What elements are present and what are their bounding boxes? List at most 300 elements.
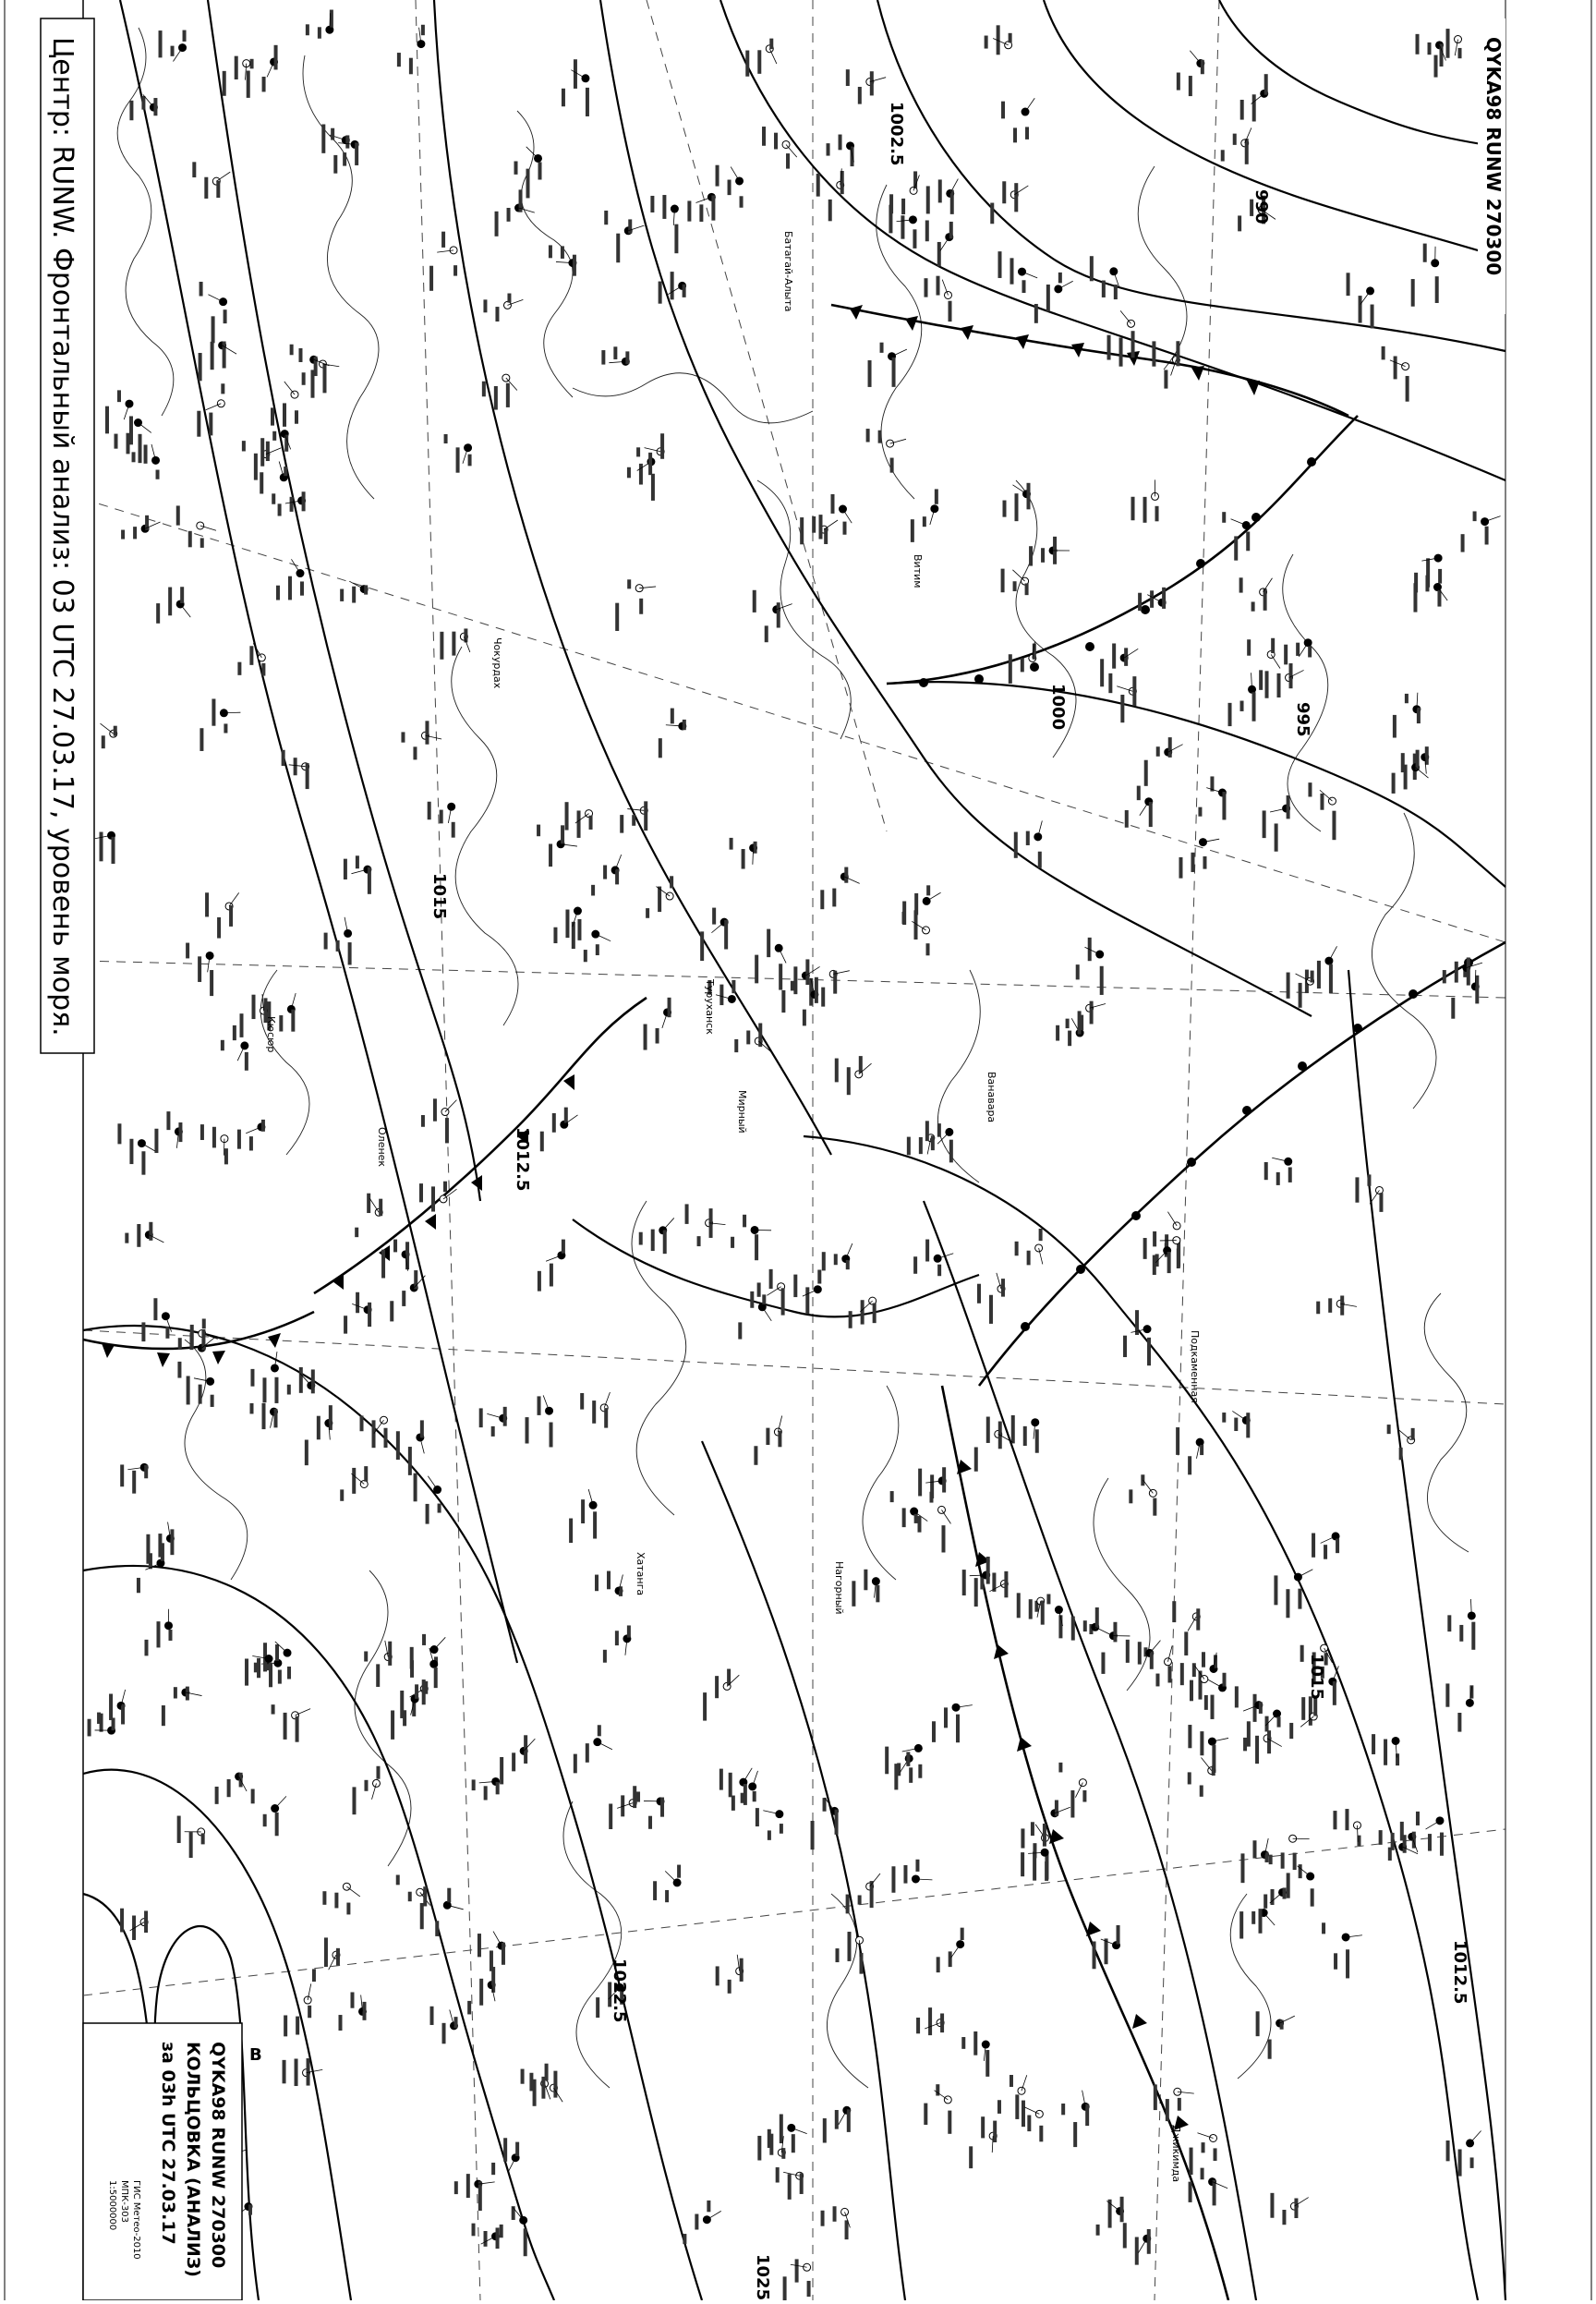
station-figure	[757, 1282, 761, 1296]
station-figure	[1131, 331, 1135, 358]
station-figure	[137, 1224, 140, 1247]
station-figure	[924, 2104, 927, 2125]
station-figure	[740, 1958, 744, 1982]
station-figure	[415, 1684, 418, 1699]
station-figure	[835, 1810, 839, 1835]
station-figure	[1004, 1571, 1008, 1597]
station-figure	[507, 208, 511, 222]
station-figure	[1458, 48, 1462, 58]
station-figure	[200, 728, 203, 751]
station-figure	[1162, 588, 1166, 609]
station-figure	[668, 998, 671, 1017]
isobar-label: 1012.5	[1450, 1940, 1469, 2004]
station-figure	[613, 346, 617, 359]
station-figure	[1247, 1721, 1251, 1746]
station-figure	[1311, 971, 1314, 983]
station-figure	[352, 587, 356, 603]
station-figure	[549, 843, 552, 867]
station-figure	[639, 1232, 643, 1245]
station-figure	[396, 1431, 400, 1460]
station-figure	[452, 632, 455, 656]
station-figure	[973, 2031, 977, 2055]
station-figure	[1058, 1763, 1062, 1773]
station-figure	[447, 1888, 451, 1903]
station-figure	[1129, 1489, 1132, 1503]
station-figure	[312, 1969, 316, 1982]
station-figure	[1296, 643, 1300, 656]
station-figure	[212, 1127, 216, 1148]
station-figure	[271, 407, 274, 425]
station-figure	[1282, 2210, 1286, 2225]
station-figure	[1011, 1415, 1015, 1443]
station-figure	[823, 1798, 827, 1812]
title-box	[41, 18, 94, 1053]
station-figure	[937, 242, 941, 266]
station-figure	[177, 1362, 181, 1378]
station-figure	[396, 1875, 400, 1886]
station-figure	[925, 1121, 929, 1141]
station-figure	[445, 1118, 449, 1143]
station-figure	[393, 1240, 397, 1253]
station-figure	[221, 1040, 224, 1050]
station-figure	[928, 2007, 932, 2035]
station-figure	[263, 1814, 267, 1826]
station-figure	[993, 2121, 997, 2142]
station-figure	[364, 1466, 368, 1482]
station-figure	[766, 1428, 769, 1445]
station-figure	[604, 1408, 608, 1427]
station-figure	[402, 1291, 405, 1306]
station-figure	[1221, 150, 1225, 161]
station-figure	[574, 59, 577, 89]
station-figure	[1021, 1852, 1024, 1876]
station-figure	[440, 810, 443, 824]
station-figure	[121, 530, 125, 540]
station-figure	[284, 2015, 287, 2036]
station-figure	[364, 585, 368, 594]
station-figure	[1264, 1162, 1268, 1180]
station-figure	[658, 887, 661, 913]
station-name: Чокурдах	[491, 637, 503, 689]
station-figure	[821, 2211, 825, 2226]
station-figure	[212, 316, 215, 343]
station-figure	[1289, 1723, 1293, 1739]
station-figure	[1345, 1809, 1348, 1830]
station-figure	[139, 434, 142, 463]
station-figure	[283, 2060, 286, 2083]
station-figure	[1009, 654, 1012, 684]
station-figure	[1263, 810, 1266, 838]
station-figure	[1153, 1498, 1156, 1516]
station-figure	[166, 1111, 170, 1130]
station-figure	[211, 1395, 214, 1407]
station-figure	[998, 2100, 1001, 2114]
station-figure	[202, 1318, 206, 1328]
station-figure	[1446, 2140, 1450, 2161]
station-figure	[88, 1719, 91, 1737]
station-figure	[616, 234, 620, 263]
station-figure	[743, 1215, 746, 1228]
station-figure	[1212, 1765, 1215, 1776]
station-figure	[783, 2276, 787, 2300]
station-figure	[1143, 1238, 1147, 1259]
station-figure	[1001, 569, 1005, 593]
station-figure	[1177, 73, 1180, 91]
station-figure	[1287, 1873, 1290, 1898]
station-figure	[177, 1816, 181, 1843]
station-figure	[1003, 501, 1007, 517]
station-figure	[401, 732, 405, 742]
station-figure	[769, 2134, 773, 2155]
station-figure	[914, 1514, 918, 1523]
station-figure	[707, 2201, 710, 2212]
station-figure	[1022, 2101, 1025, 2128]
station-figure	[1029, 1599, 1033, 1619]
station-figure	[176, 505, 180, 525]
station-figure	[343, 152, 346, 166]
station-figure	[521, 2069, 525, 2084]
station-figure	[572, 922, 575, 949]
station-figure	[969, 2146, 973, 2168]
station-figure	[1235, 1686, 1239, 1707]
station-figure	[628, 219, 632, 233]
station-figure	[1251, 601, 1255, 611]
station-figure	[162, 1705, 165, 1726]
station-figure	[824, 528, 828, 544]
station-figure	[1041, 548, 1045, 563]
station-figure	[467, 2001, 471, 2015]
station-figure	[250, 1369, 254, 1387]
station-figure	[889, 194, 893, 213]
station-figure	[245, 1052, 248, 1071]
station-figure	[344, 1316, 347, 1333]
station-figure	[757, 50, 761, 74]
station-figure	[165, 1327, 169, 1339]
station-figure	[755, 1234, 758, 1260]
station-figure	[1143, 497, 1147, 523]
station-figure	[1399, 1448, 1403, 1460]
station-figure	[700, 931, 704, 961]
station-figure	[1010, 258, 1013, 284]
station-figure	[962, 1570, 966, 1595]
station-figure	[738, 1322, 742, 1339]
station-figure	[648, 453, 652, 475]
station-figure	[1437, 590, 1441, 607]
station-figure	[1287, 795, 1290, 819]
corner-code	[1478, 18, 1505, 314]
legend-line-3: за 03h UTC 27.03.17	[158, 2042, 178, 2245]
station-figure	[1035, 1429, 1039, 1452]
station-figure	[1372, 1734, 1375, 1754]
station-figure	[1214, 2148, 1217, 2161]
station-figure	[1459, 1625, 1463, 1642]
station-figure	[923, 516, 926, 527]
station-figure	[336, 940, 340, 952]
station-figure	[1150, 590, 1154, 608]
station-figure	[1066, 1019, 1070, 1028]
station-figure	[189, 1333, 193, 1350]
station-figure	[1270, 2193, 1274, 2218]
station-figure	[247, 71, 250, 98]
station-figure	[1147, 1338, 1151, 1365]
station-figure	[317, 1416, 320, 1440]
station-figure	[200, 282, 203, 297]
station-figure	[753, 590, 756, 612]
station-figure	[503, 1407, 507, 1426]
station-figure	[1093, 1941, 1096, 1969]
station-figure	[502, 1943, 505, 1965]
station-figure	[1259, 1909, 1263, 1934]
station-figure	[490, 1950, 493, 1971]
station-figure	[728, 180, 732, 196]
station-figure	[986, 1417, 990, 1443]
station-figure	[660, 433, 664, 459]
station-figure	[121, 1704, 125, 1725]
station-figure	[1259, 670, 1263, 690]
station-figure	[1388, 1848, 1392, 1861]
station-figure	[1113, 1622, 1117, 1643]
station-figure	[791, 981, 794, 991]
station-figure	[1198, 807, 1202, 817]
station-figure	[199, 353, 202, 381]
station-figure	[1283, 1887, 1287, 1898]
station-figure	[495, 212, 499, 236]
station-figure	[1058, 273, 1062, 283]
station-figure	[1213, 2180, 1216, 2206]
station-figure	[356, 1292, 359, 1313]
station-figure	[1015, 1242, 1019, 1255]
station-figure	[1288, 1167, 1292, 1182]
station-figure	[950, 190, 954, 214]
legend-box	[83, 2023, 242, 2300]
station-figure	[604, 211, 608, 224]
station-figure	[1458, 2149, 1462, 2176]
station-figure	[1435, 276, 1439, 303]
station-figure	[262, 77, 266, 91]
station-figure	[1222, 512, 1226, 523]
station-figure	[1200, 1445, 1203, 1455]
station-figure	[584, 950, 587, 962]
station-figure	[948, 301, 951, 321]
station-figure	[422, 1679, 426, 1704]
station-figure	[1017, 1593, 1021, 1618]
station-name: Мирный	[736, 1090, 748, 1134]
station-figure	[1457, 1713, 1461, 1732]
station-figure	[716, 1966, 719, 1985]
station-figure	[892, 358, 896, 387]
station-figure	[278, 503, 282, 515]
station-figure	[132, 1471, 136, 1494]
station-figure	[1269, 1855, 1273, 1864]
station-figure	[864, 1570, 867, 1590]
map-title: Центр: RUNW. Фронтальный анализ: 03 UTC 27.03.17, уровень моря.	[46, 37, 79, 1037]
station-figure	[1033, 1851, 1036, 1880]
station-figure	[1286, 1589, 1289, 1618]
station-figure	[261, 1120, 265, 1132]
station-figure	[144, 1465, 148, 1478]
station-figure	[1002, 181, 1006, 203]
station-figure	[1311, 1888, 1314, 1906]
station-figure	[1246, 531, 1250, 551]
station-figure	[344, 859, 347, 879]
station-figure	[1082, 1790, 1086, 1802]
station-figure	[249, 1403, 253, 1414]
station-figure	[431, 1186, 435, 1211]
station-figure	[314, 357, 318, 376]
station-figure	[154, 1129, 158, 1153]
station-figure	[786, 153, 790, 169]
station-figure	[1416, 1812, 1420, 1825]
station-figure	[894, 1764, 898, 1789]
station-figure	[466, 2174, 470, 2198]
station-figure	[1090, 256, 1094, 281]
station-figure	[1252, 1840, 1256, 1858]
station-figure	[1201, 2168, 1204, 2180]
station-figure	[397, 53, 401, 67]
station-figure	[977, 1284, 981, 1304]
station-figure	[355, 142, 358, 165]
station-figure	[1096, 2225, 1100, 2236]
station-figure	[835, 1948, 839, 1962]
station-figure	[685, 1204, 689, 1223]
station-figure	[352, 1468, 356, 1494]
station-figure	[368, 867, 371, 894]
station-figure	[1168, 737, 1172, 758]
isobar-label: 1012.5	[513, 1127, 532, 1191]
station-figure	[703, 1692, 707, 1720]
station-figure	[632, 815, 635, 826]
station-figure	[924, 278, 927, 297]
station-figure	[1428, 1834, 1432, 1850]
station-figure	[1204, 1695, 1208, 1710]
station-figure	[805, 959, 809, 985]
station-figure	[322, 364, 326, 394]
station-figure	[200, 538, 204, 547]
station-figure	[1202, 1652, 1205, 1667]
station-figure	[454, 2017, 458, 2028]
station-figure	[1379, 1193, 1383, 1212]
station-figure	[1015, 2094, 1019, 2119]
station-figure	[1234, 1418, 1238, 1431]
station-figure	[333, 155, 337, 174]
isobar-label: 1022.5	[610, 1958, 629, 2022]
station-figure	[1300, 1645, 1304, 1662]
station-figure	[1138, 593, 1142, 611]
station-figure	[288, 576, 292, 600]
station-figure	[758, 1024, 762, 1048]
station-figure	[1046, 1595, 1050, 1605]
station-figure	[565, 910, 569, 939]
station-figure	[821, 988, 825, 1007]
station-figure	[932, 1721, 936, 1742]
station-figure	[129, 101, 133, 120]
station-figure	[408, 1892, 412, 1901]
station-figure	[1135, 2237, 1139, 2264]
station-figure	[321, 125, 325, 153]
station-figure	[109, 1694, 113, 1720]
station-figure	[1274, 1575, 1277, 1605]
station-figure	[859, 1056, 863, 1073]
station-figure	[1316, 1302, 1320, 1315]
station-figure	[261, 1403, 265, 1429]
station-figure	[242, 441, 246, 451]
station-figure	[937, 1957, 940, 1972]
station-figure	[1132, 676, 1136, 706]
station-figure	[1046, 285, 1050, 311]
station-figure	[409, 58, 413, 75]
station-figure	[410, 1647, 414, 1669]
station-figure	[144, 444, 148, 463]
station-figure	[478, 1934, 481, 1957]
station-figure	[1252, 692, 1256, 721]
station-figure	[1384, 1740, 1387, 1765]
station-figure	[346, 1903, 350, 1915]
station-figure	[1001, 102, 1005, 119]
station-figure	[102, 735, 105, 748]
station-figure	[287, 1667, 291, 1679]
station-figure	[1447, 1615, 1451, 1631]
station-figure	[224, 723, 227, 733]
station-figure	[367, 1194, 370, 1213]
station-figure	[866, 429, 870, 442]
station-figure	[925, 1240, 929, 1262]
station-figure	[472, 2224, 476, 2237]
station-figure	[438, 1504, 441, 1513]
station-figure	[607, 1571, 611, 1590]
station-figure	[779, 964, 782, 989]
station-figure	[129, 1139, 133, 1164]
station-figure	[266, 442, 270, 461]
station-figure	[390, 1301, 393, 1321]
station-figure	[1446, 29, 1450, 58]
station-figure	[762, 127, 766, 146]
station-figure	[1152, 341, 1155, 366]
station-figure	[780, 1824, 783, 1834]
station-figure	[913, 1256, 917, 1274]
station-figure	[200, 1124, 204, 1140]
station-figure	[1473, 511, 1477, 521]
station-name: Хатанга	[635, 1552, 647, 1595]
station-figure	[1393, 715, 1396, 738]
station-figure	[291, 1010, 295, 1032]
station-figure	[197, 411, 200, 437]
station-figure	[989, 1295, 993, 1324]
station-figure	[423, 1886, 427, 1906]
station-figure	[260, 438, 264, 467]
station-figure	[158, 1534, 162, 1558]
station-figure	[990, 203, 994, 224]
station-figure	[552, 1113, 556, 1133]
station-name: Подкаменная	[1189, 1330, 1201, 1403]
station-figure	[734, 1039, 738, 1052]
station-figure	[278, 1670, 282, 1684]
station-figure	[324, 1937, 328, 1967]
station-figure	[1085, 2104, 1089, 2127]
station-figure	[593, 1511, 597, 1538]
station-figure	[261, 663, 265, 676]
station-figure	[1294, 2199, 1298, 2219]
station-figure	[340, 589, 344, 601]
station-figure	[1123, 1336, 1127, 1357]
station-figure	[807, 2281, 811, 2297]
station-figure	[891, 1866, 895, 1893]
station-figure	[482, 382, 486, 397]
station-figure	[1131, 497, 1135, 520]
station-figure	[683, 285, 686, 297]
station-figure	[620, 815, 623, 833]
station-figure	[852, 1581, 855, 1607]
station-figure	[356, 855, 359, 868]
